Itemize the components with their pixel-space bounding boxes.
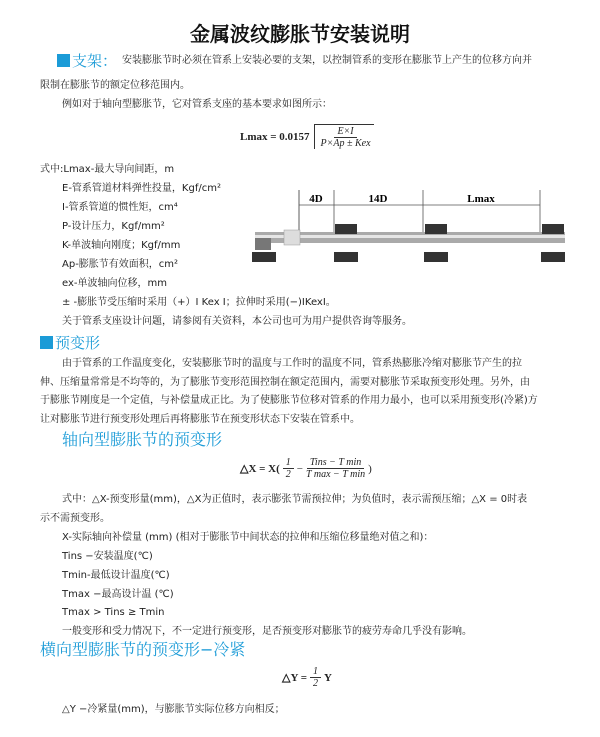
formula-lmax: [240, 124, 374, 149]
text-line: Tmax −最高设计温 (℃): [62, 589, 174, 600]
text-line: 式中：△X-预变形量(mm)，△X为正值时，表示膨张节需预拉伸；为负值时，表示需预压缩；△X = 0时表: [62, 494, 528, 505]
text-line: 一般变形和受力情况下，不一定进行预变形，足否预变形对膨胀节的疲劳寿命几乎没有影响。: [62, 626, 472, 637]
text-line: 于膨胀节刚度是一个定值，与补偿量成正比。为了使膨胀节位移对管系的作用力最小，也可以采用预变形(冷紧)方: [40, 395, 538, 406]
section-heading-predeform: [40, 334, 100, 352]
text-line: 示不需预变形。: [40, 513, 110, 524]
formula-delta-x: [240, 457, 372, 480]
text-line: X-实际轴向补偿量 (mm) (相对于膨胀节中间状态的拉伸和压缩位移量绝对值之和)：: [62, 532, 434, 543]
def-line: Ap-膨胀节有效面积，cm²: [62, 259, 179, 270]
formula-rhs: Y: [324, 671, 332, 684]
dim-label-14d: 14D: [368, 193, 388, 205]
text-line: △Y −冷紧量(mm)，与膨胀节实际位移方向相反；: [62, 704, 285, 715]
text-line: 例如对于轴向型膨胀节，它对管系支座的基本要求如图所示：: [62, 99, 332, 110]
text-line: 伸、压缩量常常是不均等的，为了膨胀节变形范围控制在额定范围内，需要对膨胀节采取预变形处理。另外，由: [40, 377, 530, 388]
formula-numerator: E×I: [334, 126, 356, 138]
subheading-lateral: 横向型膨胀节的预变形−冷紧: [40, 640, 246, 659]
def-line: I-管系管道的惯性矩，cm⁴: [62, 202, 178, 213]
formula-denominator: 2: [313, 678, 319, 689]
formula-lhs: △Y =: [282, 672, 308, 684]
support-diagram: [250, 190, 570, 275]
formula-numerator: 1: [310, 666, 321, 678]
heading-text: 支架：: [72, 52, 118, 70]
dim-label-4d: 4D: [309, 193, 323, 205]
formula-denominator: 2: [285, 469, 291, 480]
dim-label-lmax: Lmax: [467, 193, 495, 205]
bellows: [284, 230, 300, 245]
formula-rhs: ): [368, 462, 372, 475]
formula-delta-y: [282, 666, 332, 689]
formula-numerator: Tins − T min: [307, 457, 364, 469]
def-line: 关于管系支座设计问题，请参阅有关资料，本公司也可为用户提供咨询等服务。: [62, 316, 412, 327]
page-title: 金属波纹膨胀节安装说明: [190, 22, 410, 46]
subheading-axial: 轴向型膨胀节的预变形: [62, 430, 223, 449]
text-line: 安装膨胀节时必须在管系上安装必要的支架，以控制管系的变形在膨胀节上产生的位移方向并: [122, 55, 532, 66]
text-line: Tmin-最低设计温度(℃): [62, 570, 170, 581]
section-heading-support: [57, 52, 117, 70]
def-line: K-单波轴向刚度；Kgf/mm: [62, 240, 181, 251]
text-line: Tmax > Tins ≥ Tmin: [62, 607, 165, 618]
text-line: 由于管系的工作温度变化，安装膨胀节时的温度与工作时的温度不同，管系热膨胀冷缩对膨胀节产生的拉: [62, 358, 522, 369]
formula-denominator: T max − T min: [306, 469, 366, 480]
text-line: 限制在膨胀节的额定位移范围内。: [40, 80, 190, 91]
formula-lhs: △X = X(: [240, 463, 280, 475]
heading-text: 预变形: [55, 334, 101, 352]
def-line: 式中:Lmax-最大导向间距，m: [40, 164, 175, 175]
text-line: 让对膨胀节进行预变形处理后再将膨胀节在预变形状态下安装在管系中。: [40, 414, 360, 425]
formula-operator: −: [296, 462, 303, 475]
square-bullet-icon: [40, 336, 53, 349]
def-line: P-设计压力，Kgf/mm²: [62, 221, 165, 232]
text-line: Tins −安装温度(℃): [62, 551, 153, 562]
formula-numerator: 1: [283, 457, 294, 469]
square-bullet-icon: [57, 54, 70, 67]
def-line: ex-单波轴向位移，mm: [62, 278, 167, 289]
def-line: ± -膨胀节受压缩时采用（+）I Kex I；拉伸时采用(−)IKexI。: [62, 297, 336, 308]
formula-lhs: Lmax = 0.0157: [240, 130, 310, 143]
def-line: E-管系管道材料弹性投量，Kgf/cm²: [62, 183, 221, 194]
formula-denominator: P×Ap ± Kex: [320, 138, 371, 149]
